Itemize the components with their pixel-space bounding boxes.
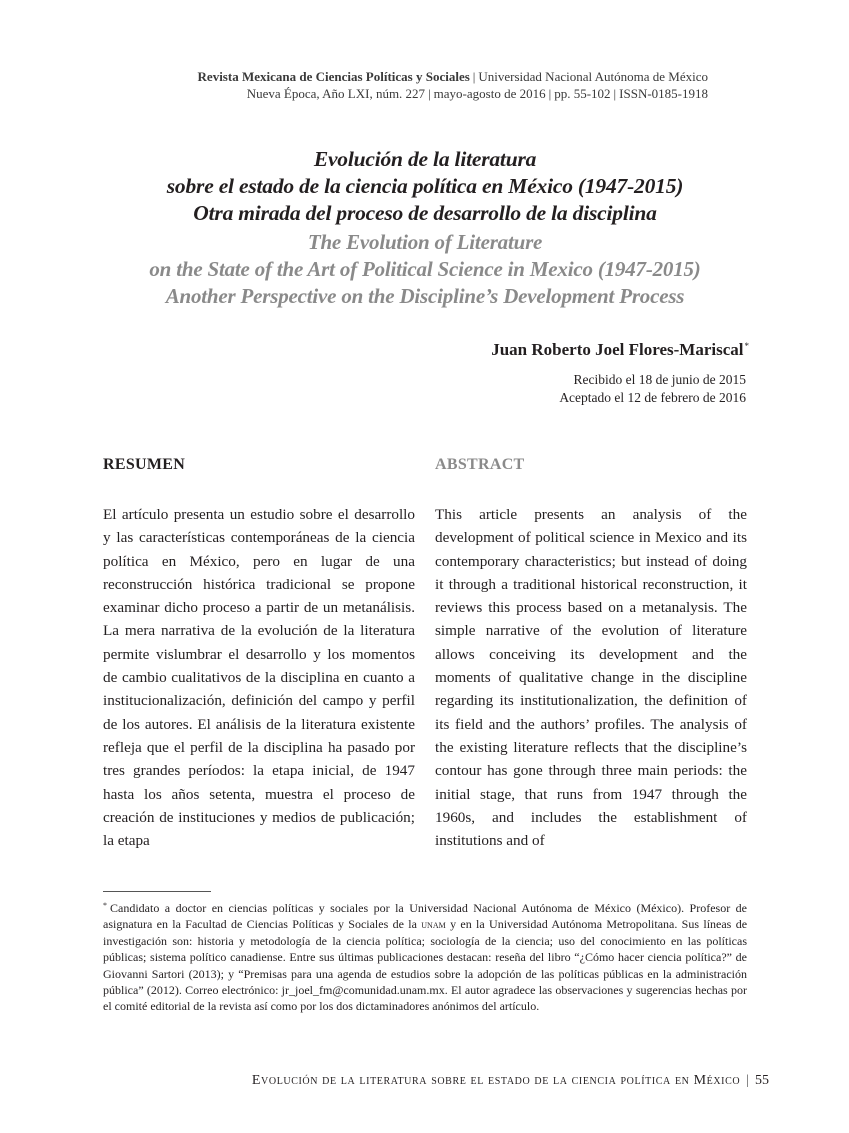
resumen-heading: RESUMEN [103, 456, 186, 473]
header-line-2: Nueva Época, Año LXI, núm. 227 | mayo-agosto de 2016 | pp. 55-102 | ISSN-0185-1918 [246, 86, 708, 101]
footnote-mark: * [103, 901, 107, 910]
abstract-heading: ABSTRACT [435, 456, 525, 473]
article-titles [100, 146, 750, 310]
title-spanish [100, 146, 750, 227]
running-footer [252, 1073, 769, 1089]
issue-info: Nueva Época, Año LXI, núm. 227 [246, 86, 426, 101]
journal-header [100, 68, 708, 102]
submission-dates [559, 371, 746, 406]
issue-period: mayo-agosto de 2016 [433, 86, 546, 101]
title-en-line-3: Another Perspective on the Discipline’s Development Process [165, 284, 685, 308]
footer-separator: | [746, 1073, 749, 1088]
footnote-acronym: unam [421, 917, 446, 932]
running-footer-title: Evolución de la literatura sobre el estado de la ciencia política en México [251, 1073, 741, 1088]
title-english [100, 229, 750, 310]
university-name: Universidad Nacional Autónoma de México [478, 69, 708, 84]
received-date: Recibido el 18 de junio de 2015 [573, 372, 746, 387]
abstract-body: This article presents an analysis of the development of political science in Mexico and its contemporary characteristics; but instead of doing it through a traditional historical reconstruction, it reviews this process based on a metanalysis. The simple narrative of the evolution of literature allows conceiving its development and the moments of qualitative change in the discipline regarding its institutionalization, the definition of its field and the authors’ profiles. The analysis of the existing literature reflects that the discipline’s contour has gone through three main periods: the initial stage, that runs from 1947 through the 1960s, and includes the establishment of institutions and of [435, 506, 747, 850]
title-en-line-1: The Evolution of Literature [307, 230, 543, 254]
footnote-divider [103, 891, 211, 892]
resumen-column [103, 456, 415, 853]
header-line-1: Revista Mexicana de Ciencias Políticas y Sociales | Universidad Nacional Autónoma de México [197, 69, 708, 84]
author-byline [491, 340, 749, 360]
author-footnote [103, 898, 747, 1015]
title-es-line-3: Otra mirada del proceso de desarrollo de la disciplina [193, 201, 657, 225]
footnote-text-part-2: y en la Universidad Autónoma Metropolitana. Sus líneas de investigación son: historia y metodología de la ciencia política; sociología de la ciencia; uso del conocimiento en las políticas públicas; sistema político canadiense. Entre sus últimas publicaciones destacan: reseña del libro “¿Cómo hacer ciencia política?” de Giovanni Sartori (2013); y “Premisas para una agenda de estudios sobre la adopción de las políticas públicas en la administración pública” (2012). Correo electrónico: jr_joel_fm@comunidad.unam.mx. El autor agradece las observaciones y sugerencias hechas por el comité editorial de la revista así como por los dos dictaminadores anónimos del artículo. [103, 917, 748, 1014]
author-footnote-mark: * [744, 341, 749, 351]
page-number: 55 [755, 1073, 769, 1088]
issn: ISSN-0185-1918 [619, 86, 708, 101]
title-es-line-2: sobre el estado de la ciencia política en México (1947-2015) [166, 174, 684, 198]
author-name: Juan Roberto Joel Flores-Mariscal [491, 340, 744, 359]
abstract-column [435, 456, 747, 853]
title-es-line-1: Evolución de la literatura [313, 147, 537, 171]
journal-name: Revista Mexicana de Ciencias Políticas y Sociales [197, 69, 470, 84]
accepted-date: Aceptado el 12 de febrero de 2016 [559, 389, 746, 405]
footnote-text-part-1: Candidato a doctor en ciencias políticas y sociales por la Universidad Nacional Autónoma de México (México). Profesor de asignatura en la Facultad de Ciencias Políticas y Sociales de la [103, 901, 747, 932]
resumen-body: El artículo presenta un estudio sobre el desarrollo y las características contemporáneas de la ciencia política en México, pero en lugar de una reconstrucción histórica tradicional se propone examinar dicho proceso a partir de un metanálisis. La mera narrativa de la evolución de la literatura permite vislumbrar el desarrollo y los momentos de cambio cualitativos de la disciplina en cuanto a institucionalización, definición del campo y perfil de los autores. El análisis de la literatura existente refleja que el perfil de la disciplina ha pasado por tres grandes períodos: la etapa inicial, de 1947 hasta los años setenta, muestra el proceso de creación de instituciones y medios de publicación; la etapa [103, 506, 415, 850]
title-en-line-2: on the State of the Art of Political Science in Mexico (1947-2015) [149, 257, 701, 281]
page-range: pp. 55-102 [554, 86, 611, 101]
